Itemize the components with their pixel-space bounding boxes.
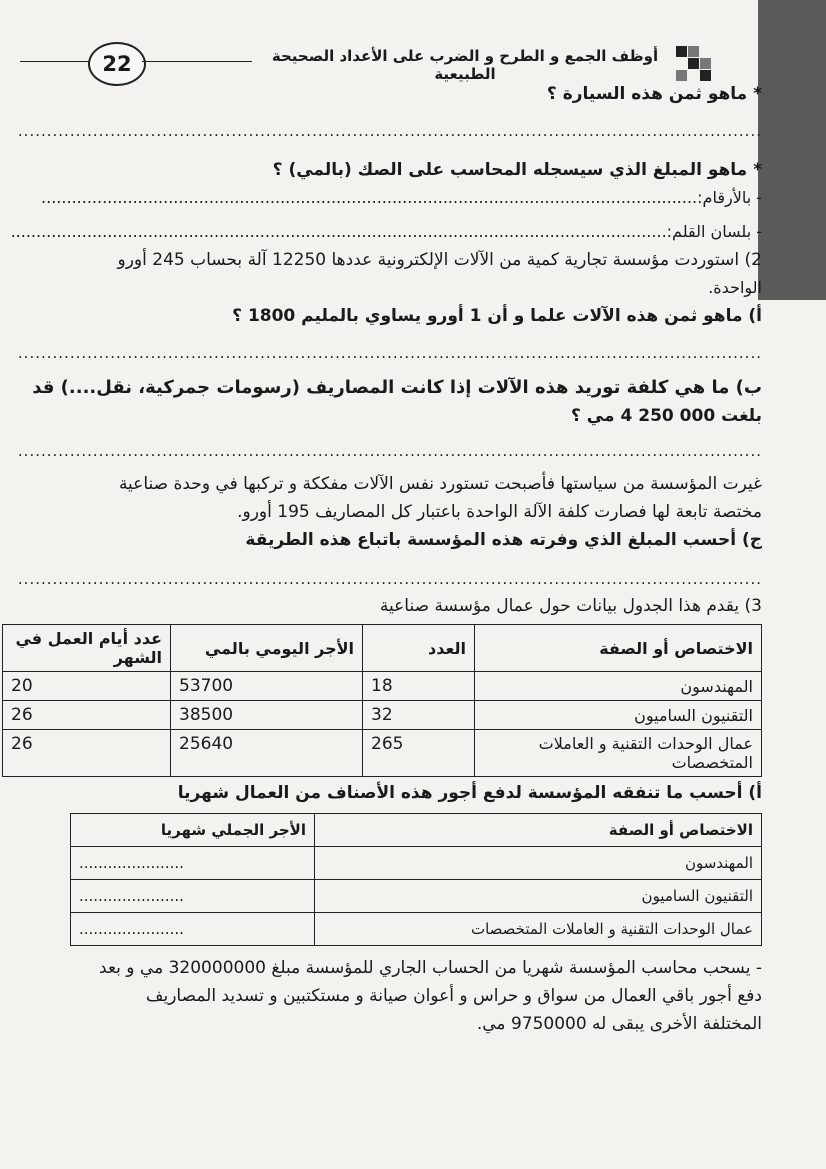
policy-change-line2: مختصة تابعة لها فصارت كلفة الآلة الواحدة باعتبار كل المصاريف 195 أورو. (237, 502, 762, 522)
salary-table (70, 813, 762, 946)
policy-change-line1: غيرت المؤسسة من سياستها فأصبحت تستورد نفس الآلات مفككة و تركبها في وحدة صناعية (118, 474, 762, 494)
answer-line[interactable]: ................................................................................................................................. (17, 442, 762, 460)
table-cell: 18 (363, 672, 475, 701)
header-squares-icon (676, 46, 712, 80)
table-row (71, 913, 762, 946)
final-paragraph-line2: دفع أجور باقي العمال من سواق و حراس و أعوان صيانة و مستكتبين و تسديد المصاريف (145, 986, 762, 1006)
table-cell: 265 (363, 730, 475, 777)
answer-cell[interactable]: ...................... (71, 847, 315, 880)
table-cell: 53700 (171, 672, 363, 701)
column-header: الأجر اليومي بالمي (171, 625, 363, 672)
table-cell: 26 (3, 701, 171, 730)
header-rule-left (20, 61, 90, 62)
answer-line[interactable]: ................................................................................................................................. (10, 222, 667, 241)
question-car-price: * ماهو ثمن هذه السيارة ؟ (546, 84, 762, 104)
question-3a: أ) أحسب ما تنفقه المؤسسة لدفع أجور هذه الأصناف من العمال شهريا (177, 783, 762, 803)
answer-cell[interactable]: ...................... (71, 913, 315, 946)
column-header: عدد أيام العمل في الشهر (3, 625, 171, 672)
column-header: الاختصاص أو الصفة (475, 625, 762, 672)
table-cell: المهندسون (475, 672, 762, 701)
in-words-label: - بلسان القلم:................................................................................................................................. (10, 222, 762, 241)
problem-3-intro: 3) يقدم هذا الجدول بيانات حول عمال مؤسسة صناعية (379, 596, 762, 616)
table-cell: التقنيون الساميون (475, 701, 762, 730)
table-cell: 38500 (171, 701, 363, 730)
column-header: العدد (363, 625, 475, 672)
table-cell: عمال الوحدات التقنية و العاملات المتخصصات (475, 730, 762, 777)
answer-cell[interactable]: ...................... (71, 880, 315, 913)
problem-2-intro-cont: الواحدة. (708, 278, 762, 297)
worksheet-content (0, 80, 762, 1038)
table-cell: 32 (363, 701, 475, 730)
table-row (3, 730, 762, 777)
workers-table (2, 624, 762, 777)
in-digits-label: - بالأرقام:................................................................................................................................. (41, 188, 762, 207)
table-row (71, 847, 762, 880)
table-header-row (3, 625, 762, 672)
answer-line[interactable]: ................................................................................................................................. (17, 344, 762, 362)
answer-line[interactable]: ................................................................................................................................. (17, 570, 762, 588)
question-c: ج) أحسب المبلغ الذي وفرته هذه المؤسسة باتباع هذه الطريقة (245, 530, 762, 550)
question-a: أ) ماهو ثمن هذه الآلات علما و أن 1 أورو يساوي بالمليم 1800 ؟ (232, 306, 762, 326)
table-cell: 26 (3, 730, 171, 777)
answer-line[interactable]: ................................................................................................................................. (17, 122, 762, 140)
table-row (3, 701, 762, 730)
question-check-amount: * ماهو المبلغ الذي سيسجله المحاسب على الصك (بالمي) ؟ (272, 160, 762, 180)
column-header: الاختصاص أو الصفة (315, 814, 762, 847)
table-row (71, 880, 762, 913)
header-rule-middle (142, 61, 252, 62)
question-b-line1: ب) ما هي كلفة توريد هذه الآلات إذا كانت المصاريف (رسومات جمركية، نقل....) قد (32, 377, 762, 398)
table-header-row (71, 814, 762, 847)
problem-2-intro: 2) استوردت مؤسسة تجارية كمية من الآلات الإلكترونية عددها 12250 آلة بحساب 245 أورو (117, 250, 762, 270)
table-cell: المهندسون (315, 847, 762, 880)
final-paragraph-line1: - يسحب محاسب المؤسسة شهريا من الحساب الجاري للمؤسسة مبلغ 320000000 مي و بعد (99, 958, 762, 978)
table-row (3, 672, 762, 701)
answer-line[interactable]: ................................................................................................................................. (41, 188, 698, 207)
page-edge-strip (758, 0, 826, 300)
header-title: أوظف الجمع و الطرح و الضرب على الأعداد الصحيحة الطبيعية (271, 47, 659, 83)
table-cell: التقنيون الساميون (315, 880, 762, 913)
column-header: الأجر الجملي شهريا (71, 814, 315, 847)
question-b-line2: بلغت 000 250 4 مي ؟ (571, 406, 762, 426)
final-paragraph-line3: المختلفة الأخرى يبقى له 9750000 مي. (476, 1014, 762, 1034)
table-cell: عمال الوحدات التقنية و العاملات المتخصصات (315, 913, 762, 946)
table-cell: 20 (3, 672, 171, 701)
page-number: 22 (88, 42, 146, 86)
table-cell: 25640 (171, 730, 363, 777)
